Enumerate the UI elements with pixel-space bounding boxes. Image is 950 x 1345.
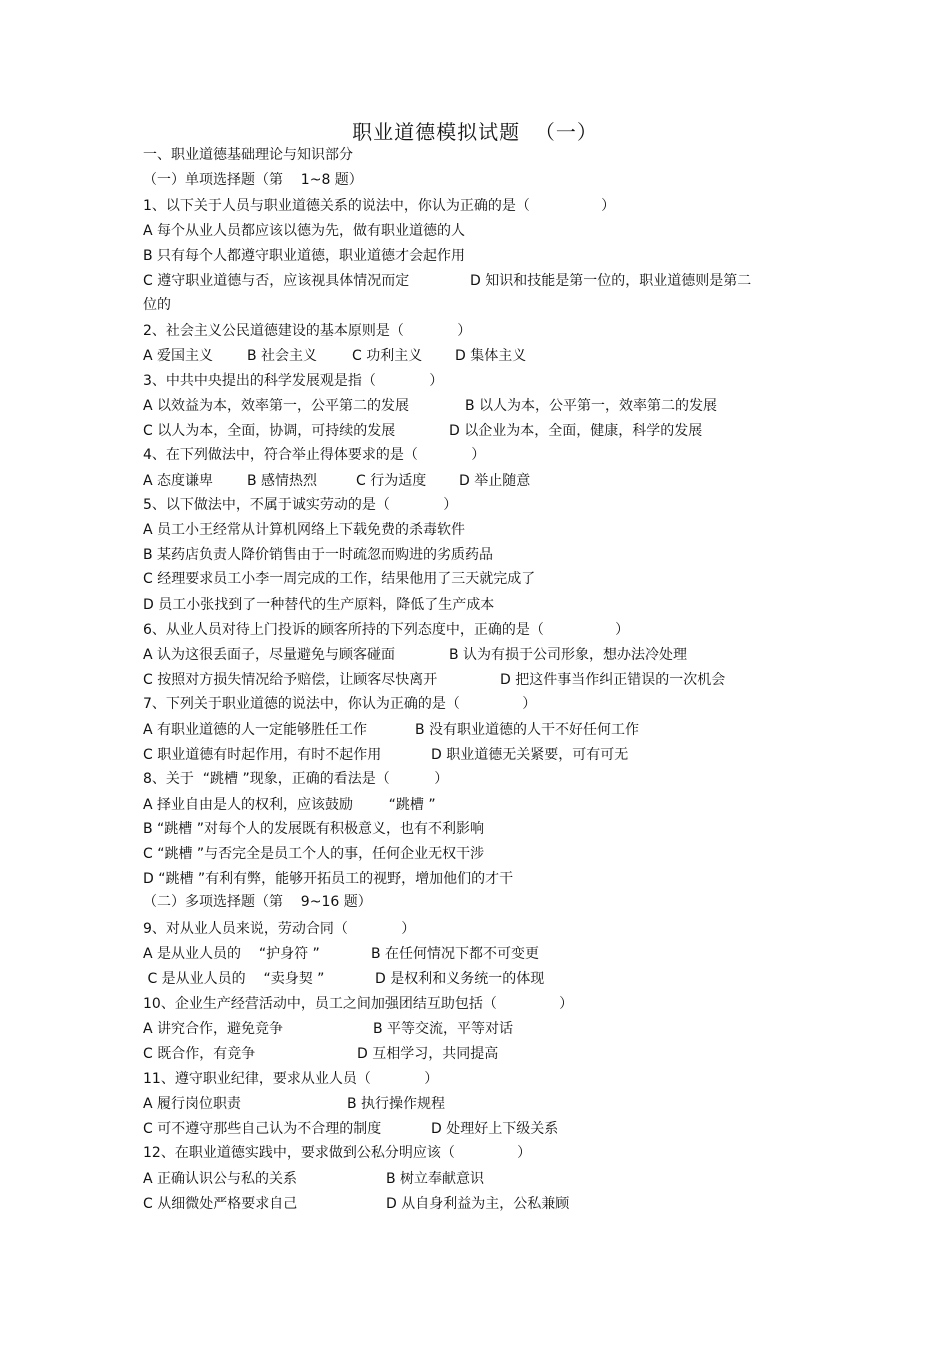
question-1-option-d-continued: 位的 — [143, 297, 171, 313]
question-9-option-a: A 是从业人员的 “护身符 ” — [143, 946, 320, 962]
question-6-option-c: C 按照对方损失情况给予赔偿，让顾客尽快离开 — [143, 672, 438, 688]
question-8-option-d: D “跳槽 ”有利有弊，能够开拓员工的视野，增加他们的才干 — [143, 871, 514, 887]
question-12-stem: 12、在职业道德实践中，要求做到公私分明应该（ ） — [143, 1145, 532, 1161]
question-5-option-d: D 员工小张找到了一种替代的生产原料，降低了生产成本 — [143, 597, 495, 613]
question-5-option-b: B 某药店负责人降价销售由于一时疏忽而购进的劣质药品 — [143, 547, 494, 563]
question-7-option-d: D 职业道德无关紧要，可有可无 — [431, 747, 629, 763]
question-1-option-a: A 每个从业人员都应该以德为先，做有职业道德的人 — [143, 223, 466, 239]
question-7-option-b: B 没有职业道德的人干不好任何工作 — [415, 722, 640, 738]
section-heading: 一、职业道德基础理论与知识部分 — [143, 147, 353, 163]
question-4-option-a: A 态度谦卑 — [143, 473, 214, 489]
question-6-option-a: A 认为这很丢面子，尽量避免与顾客碰面 — [143, 647, 396, 663]
question-6-option-b: B 认为有损于公司形象，想办法冷处理 — [449, 647, 688, 663]
question-9-stem: 9、对从业人员来说，劳动合同（ ） — [143, 921, 416, 937]
question-3-option-a: A 以效益为本，效率第一，公平第二的发展 — [143, 398, 410, 414]
question-11-option-a: A 履行岗位职责 — [143, 1096, 242, 1112]
question-2-option-c: C 功利主义 — [352, 348, 423, 364]
question-3-option-d: D 以企业为本，全面，健康，科学的发展 — [449, 423, 703, 439]
question-12-option-c: C 从细微处严格要求自己 — [143, 1196, 298, 1212]
question-2-stem: 2、社会主义公民道德建设的基本原则是（ ） — [143, 323, 472, 339]
question-1-option-b: B 只有每个人都遵守职业道德，职业道德才会起作用 — [143, 248, 466, 264]
question-7-stem: 7、下列关于职业道德的说法中，你认为正确的是（ ） — [143, 696, 537, 712]
question-10-option-b: B 平等交流，平等对话 — [373, 1021, 514, 1037]
question-4-option-b: B 感情热烈 — [247, 473, 318, 489]
question-9-option-d: D 是权利和义务统一的体现 — [375, 971, 545, 987]
question-1-option-c: C 遵守职业道德与否，应该视具体情况而定 — [143, 273, 410, 289]
question-4-option-c: C 行为适度 — [356, 473, 427, 489]
question-2-option-d: D 集体主义 — [455, 348, 527, 364]
part-heading-multiple-choice: （二）多项选择题（第 9~16 题） — [143, 894, 372, 910]
question-12-option-a: A 正确认识公与私的关系 — [143, 1171, 298, 1187]
question-9-option-b: B 在任何情况下都不可变更 — [371, 946, 540, 962]
question-10-stem: 10、企业生产经营活动中，员工之间加强团结互助包括（ ） — [143, 996, 574, 1012]
question-4-stem: 4、在下列做法中，符合举止得体要求的是（ ） — [143, 447, 486, 463]
question-5-option-c: C 经理要求员工小李一周完成的工作，结果他用了三天就完成了 — [143, 571, 536, 587]
question-12-option-b: B 树立奉献意识 — [386, 1171, 485, 1187]
question-10-option-c: C 既合作，有竞争 — [143, 1046, 256, 1062]
question-6-stem: 6、从业人员对待上门投诉的顾客所持的下列态度中，正确的是（ ） — [143, 622, 630, 638]
question-1-option-d: D 知识和技能是第一位的，职业道德则是第二 — [470, 273, 752, 289]
question-8-option-c: C “跳槽 ”与否完全是员工个人的事，任何企业无权干涉 — [143, 846, 485, 862]
question-12-option-row-cd — [143, 1195, 570, 1267]
question-8-option-b: B “跳槽 ”对每个人的发展既有积极意义，也有不利影响 — [143, 821, 485, 837]
question-6-option-d: D 把这件事当作纠正错误的一次机会 — [500, 672, 726, 688]
question-4-option-d: D 举止随意 — [459, 473, 531, 489]
question-8-option-a: A 择业自由是人的权利，应该鼓励 “跳槽 ” — [143, 797, 436, 813]
question-9-option-c: C 是从业人员的 “卖身契 ” — [143, 971, 325, 987]
page-title: 职业道德模拟试题 （一） — [352, 120, 598, 144]
question-11-option-c: C 可不遵守那些自己认为不合理的制度 — [143, 1121, 382, 1137]
question-5-option-a: A 员工小王经常从计算机网络上下载免费的杀毒软件 — [143, 522, 466, 538]
question-3-option-c: C 以人为本，全面，协调，可持续的发展 — [143, 423, 396, 439]
question-10-option-a: A 讲究合作，避免竞争 — [143, 1021, 284, 1037]
question-3-option-b: B 以人为本，公平第一，效率第二的发展 — [465, 398, 718, 414]
question-7-option-a: A 有职业道德的人一定能够胜任工作 — [143, 722, 368, 738]
question-7-option-c: C 职业道德有时起作用，有时不起作用 — [143, 747, 382, 763]
question-1-stem: 1、以下关于人员与职业道德关系的说法中，你认为正确的是（ ） — [143, 198, 616, 214]
part-heading-single-choice: （一）单项选择题（第 1~8 题） — [143, 172, 363, 188]
question-5-stem: 5、以下做法中，不属于诚实劳动的是（ ） — [143, 497, 458, 513]
question-11-option-d: D 处理好上下级关系 — [431, 1121, 559, 1137]
question-11-option-b: B 执行操作规程 — [347, 1096, 446, 1112]
question-12-option-d: D 从自身利益为主，公私兼顾 — [386, 1196, 570, 1212]
question-11-stem: 11、遵守职业纪律，要求从业人员（ ） — [143, 1071, 439, 1087]
question-3-stem: 3、中共中央提出的科学发展观是指（ ） — [143, 373, 444, 389]
question-10-option-d: D 互相学习，共同提高 — [357, 1046, 499, 1062]
question-2-option-b: B 社会主义 — [247, 348, 318, 364]
question-8-stem: 8、关于 “跳槽 ”现象，正确的看法是（ ） — [143, 771, 449, 787]
question-2-option-a: A 爱国主义 — [143, 348, 214, 364]
